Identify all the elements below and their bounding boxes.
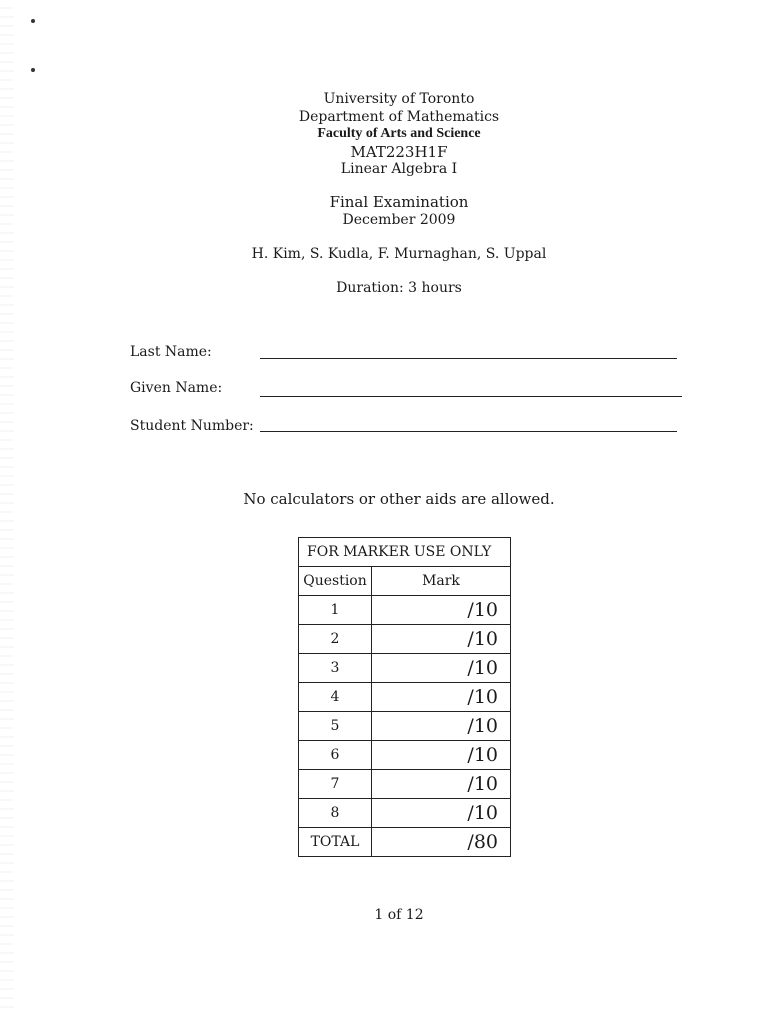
question-number: 2 — [299, 625, 372, 654]
table-row — [299, 625, 511, 654]
duration: Duration: 3 hours — [336, 280, 462, 296]
course-name: Linear Algebra I — [340, 161, 458, 177]
faculty: Faculty of Arts and Science — [317, 126, 481, 141]
question-number: 5 — [299, 712, 372, 741]
question-number: 4 — [299, 683, 372, 712]
student-number-field[interactable] — [260, 431, 677, 432]
question-number: 6 — [299, 741, 372, 770]
given-name-field[interactable] — [260, 396, 682, 397]
exam-date: December 2009 — [342, 212, 456, 228]
table-row — [299, 799, 511, 828]
mark-cell: /10 — [372, 654, 511, 683]
table-row — [299, 770, 511, 799]
question-number: 3 — [299, 654, 372, 683]
col-question-header: Question — [299, 567, 372, 596]
col-mark-header: Mark — [372, 567, 511, 596]
total-mark: /80 — [372, 828, 511, 857]
mark-cell: /10 — [372, 741, 511, 770]
total-row — [299, 828, 511, 857]
mark-cell: /10 — [372, 770, 511, 799]
marker-table — [298, 537, 511, 857]
department: Department of Mathematics — [298, 109, 500, 125]
instructors: H. Kim, S. Kudla, F. Murnaghan, S. Uppal — [251, 246, 547, 262]
course-code: MAT223H1F — [350, 143, 448, 161]
mark-cell: /10 — [372, 596, 511, 625]
question-number: 8 — [299, 799, 372, 828]
table-row — [299, 654, 511, 683]
table-row — [299, 596, 511, 625]
university: University of Toronto — [323, 91, 475, 107]
question-number: 1 — [299, 596, 372, 625]
last-name-label: Last Name: — [130, 344, 212, 360]
mark-cell: /10 — [372, 683, 511, 712]
mark-cell: /10 — [372, 625, 511, 654]
marker-table-title: FOR MARKER USE ONLY — [299, 538, 511, 567]
last-name-field[interactable] — [260, 358, 677, 359]
punch-dot — [31, 19, 35, 23]
question-number: 7 — [299, 770, 372, 799]
mark-cell: /10 — [372, 799, 511, 828]
notice: No calculators or other aids are allowed. — [243, 490, 555, 508]
student-number-label: Student Number: — [130, 418, 254, 434]
exam-title: Final Examination — [329, 193, 469, 211]
table-row — [299, 741, 511, 770]
given-name-label: Given Name: — [130, 380, 223, 396]
table-row — [299, 683, 511, 712]
mark-cell: /10 — [372, 712, 511, 741]
table-row — [299, 712, 511, 741]
total-label: TOTAL — [299, 828, 372, 857]
punch-dot — [31, 68, 35, 72]
page-number: 1 of 12 — [374, 907, 424, 923]
